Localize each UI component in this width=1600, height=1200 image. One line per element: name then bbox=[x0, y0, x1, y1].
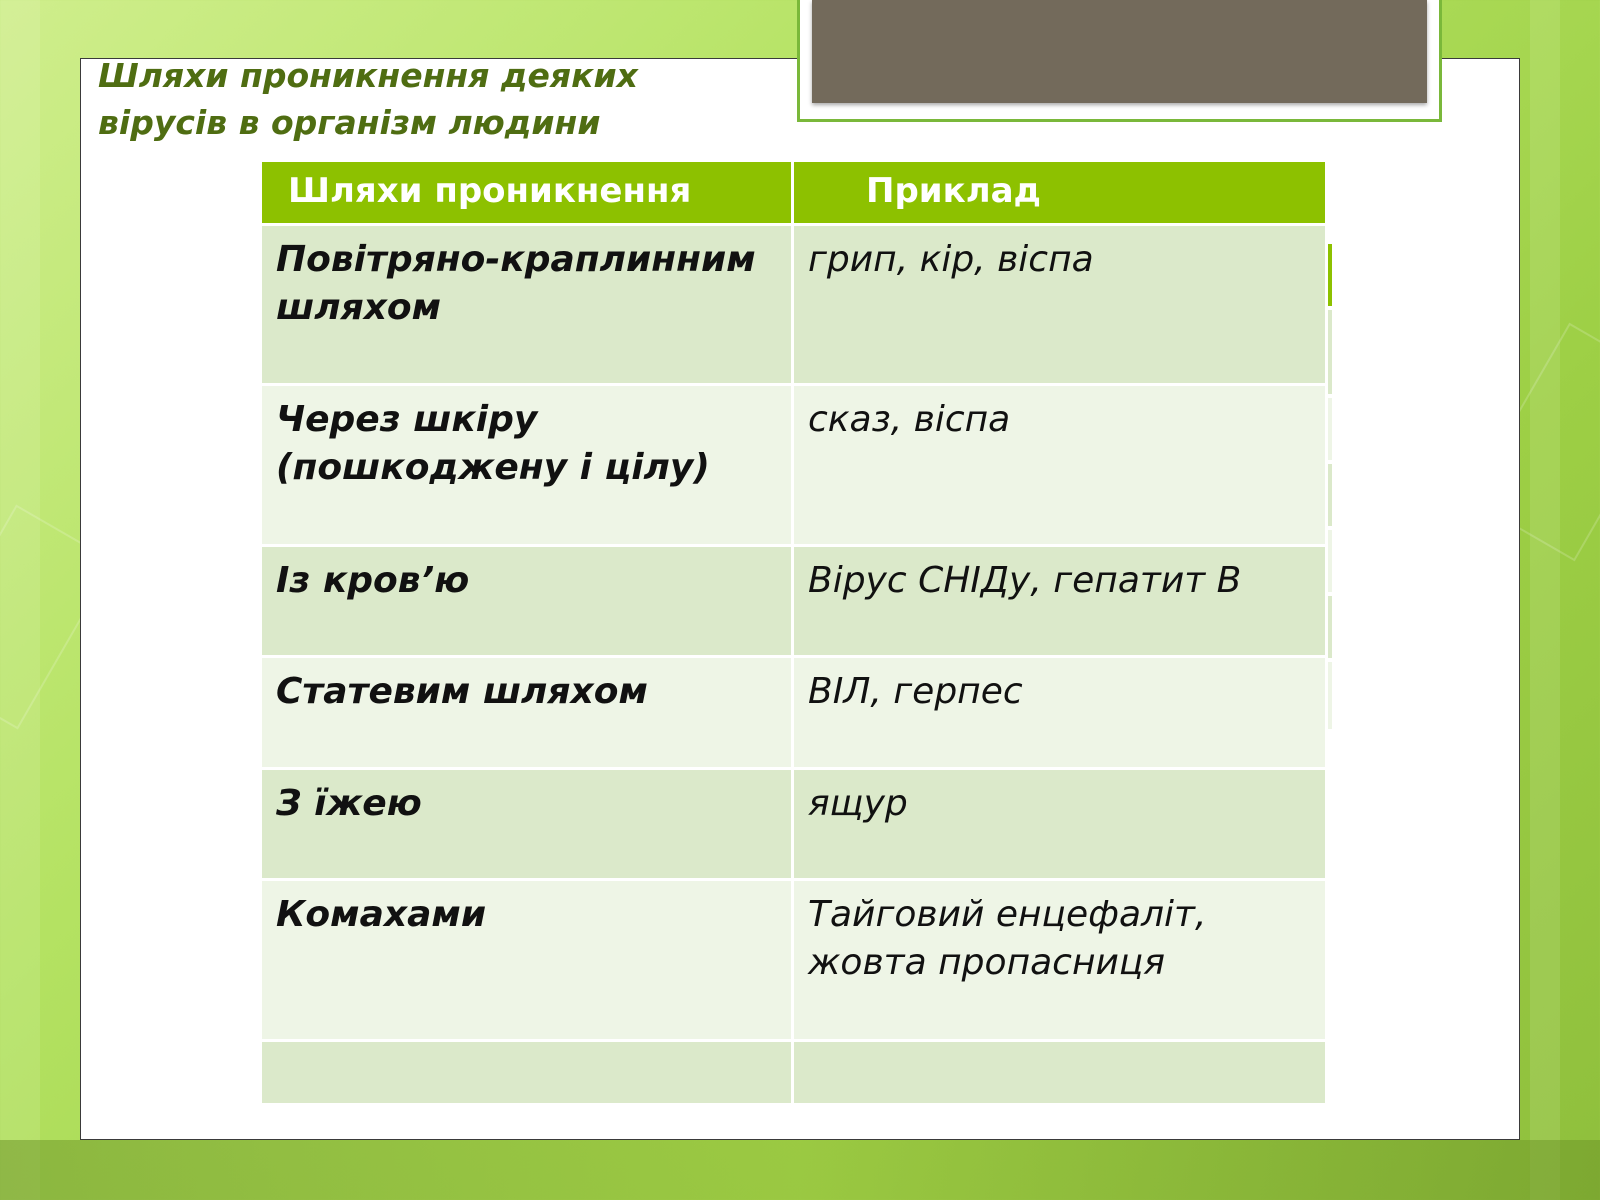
photo-frame bbox=[797, 0, 1442, 122]
slide-title: Шляхи проникнення деяких вірусів в організм людини bbox=[98, 56, 638, 142]
route-cell: Статевим шляхом bbox=[261, 657, 793, 769]
example-cell: Тайговий енцефаліт, жовта пропасниця bbox=[793, 880, 1327, 1041]
route-cell: Комахами bbox=[261, 880, 793, 1041]
table-row bbox=[261, 1041, 1327, 1105]
route-cell: З їжею bbox=[261, 769, 793, 880]
example-cell: грип, кір, віспа bbox=[793, 225, 1327, 385]
example-cell: сказ, віспа bbox=[793, 385, 1327, 546]
route-cell: Повітряно-краплинним шляхом bbox=[261, 225, 793, 385]
example-cell: Вірус СНІДу, гепатит В bbox=[793, 546, 1327, 657]
column-header-example: Приклад bbox=[793, 161, 1327, 225]
example-cell: ВІЛ, герпес bbox=[793, 657, 1327, 769]
table-row bbox=[261, 546, 1327, 657]
route-cell: Із кров’ю bbox=[261, 546, 793, 657]
example-cell: ящур bbox=[793, 769, 1327, 880]
table-header-row bbox=[261, 161, 1327, 225]
background-stripe bbox=[1530, 0, 1560, 1200]
table-row bbox=[261, 880, 1327, 1041]
table-row bbox=[261, 657, 1327, 769]
table-row bbox=[261, 385, 1327, 546]
photo-placeholder bbox=[812, 0, 1427, 103]
example-cell bbox=[793, 1041, 1327, 1105]
table-row bbox=[261, 225, 1327, 385]
background-band bbox=[0, 1140, 1600, 1200]
route-cell: Через шкіру (пошкоджену і цілу) bbox=[261, 385, 793, 546]
table-row bbox=[261, 769, 1327, 880]
route-cell bbox=[261, 1041, 793, 1105]
column-header-route: Шляхи проникнення bbox=[261, 161, 793, 225]
virus-routes-table bbox=[259, 159, 1328, 1106]
